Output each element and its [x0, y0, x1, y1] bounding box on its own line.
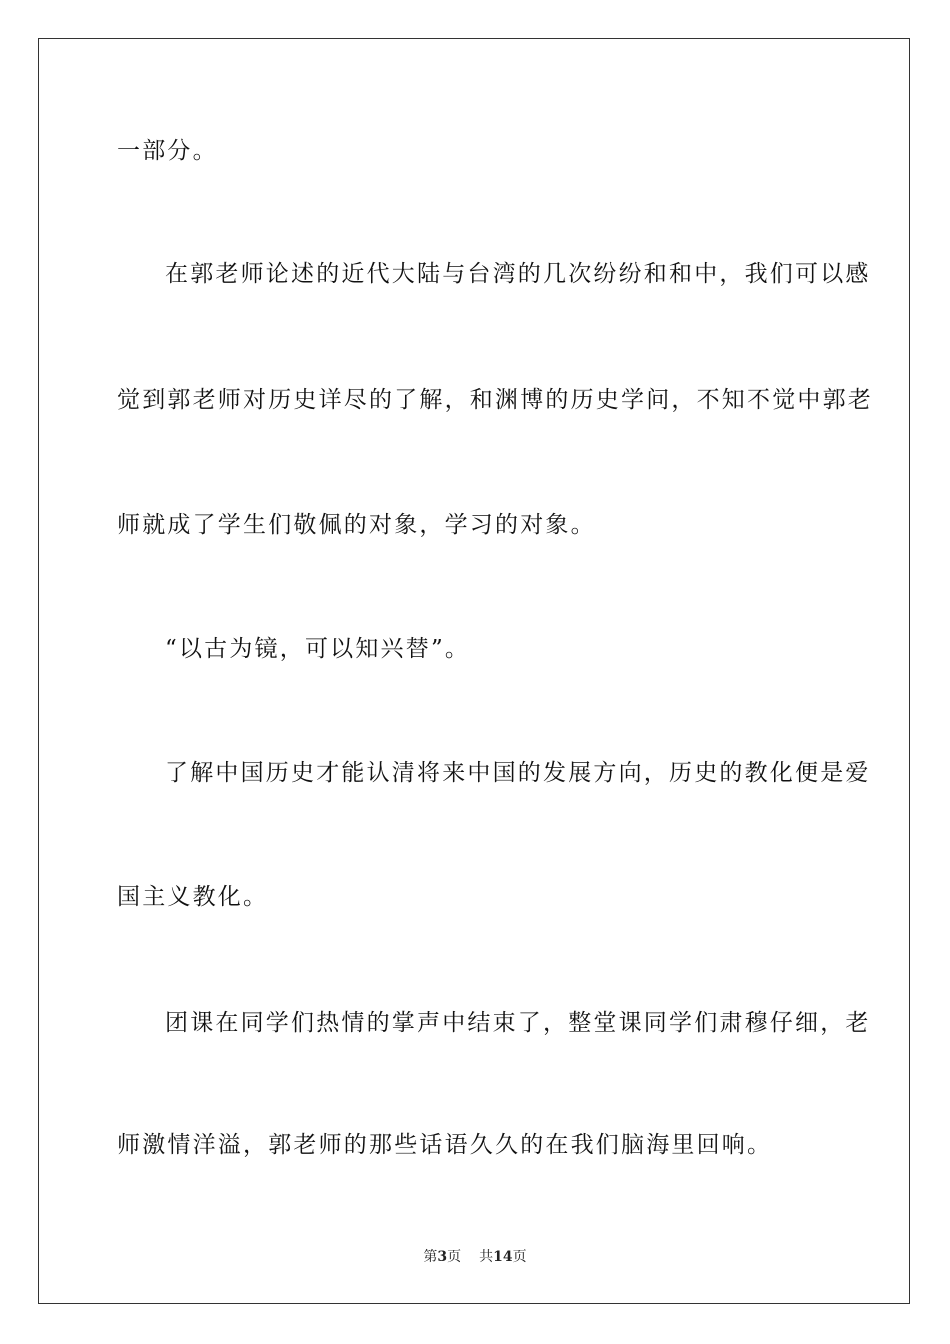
text-line-3: 觉到郭老师对历史详尽的了解，和渊博的历史学问，不知不觉中郭老 — [117, 387, 873, 413]
total-pages: 14 — [493, 1249, 513, 1265]
text-line-4: 师就成了学生们敬佩的对象，学习的对象。 — [117, 512, 596, 538]
page-number: 3 — [437, 1249, 448, 1265]
page-border — [38, 38, 910, 1304]
text-line-8: 团课在同学们热情的掌声中结束了，整堂课同学们肃穆仔细，老 — [165, 1010, 871, 1036]
page-footer — [0, 1248, 950, 1266]
total-prefix: 共 — [479, 1249, 494, 1265]
text-line-6: 了解中国历史才能认清将来中国的发展方向，历史的教化便是爱 — [165, 760, 871, 786]
text-line-1: 一部分。 — [117, 138, 218, 164]
text-line-7: 国主义教化。 — [117, 884, 269, 910]
page-prefix: 第 — [423, 1249, 438, 1265]
text-line-2: 在郭老师论述的近代大陆与台湾的几次纷纷和和中，我们可以感 — [165, 261, 871, 287]
total-suffix: 页 — [512, 1249, 527, 1265]
text-line-5: “以古为镜，可以知兴替”。 — [165, 636, 471, 662]
text-line-9: 师激情洋溢，郭老师的那些话语久久的在我们脑海里回响。 — [117, 1132, 773, 1158]
page-suffix: 页 — [447, 1249, 462, 1265]
